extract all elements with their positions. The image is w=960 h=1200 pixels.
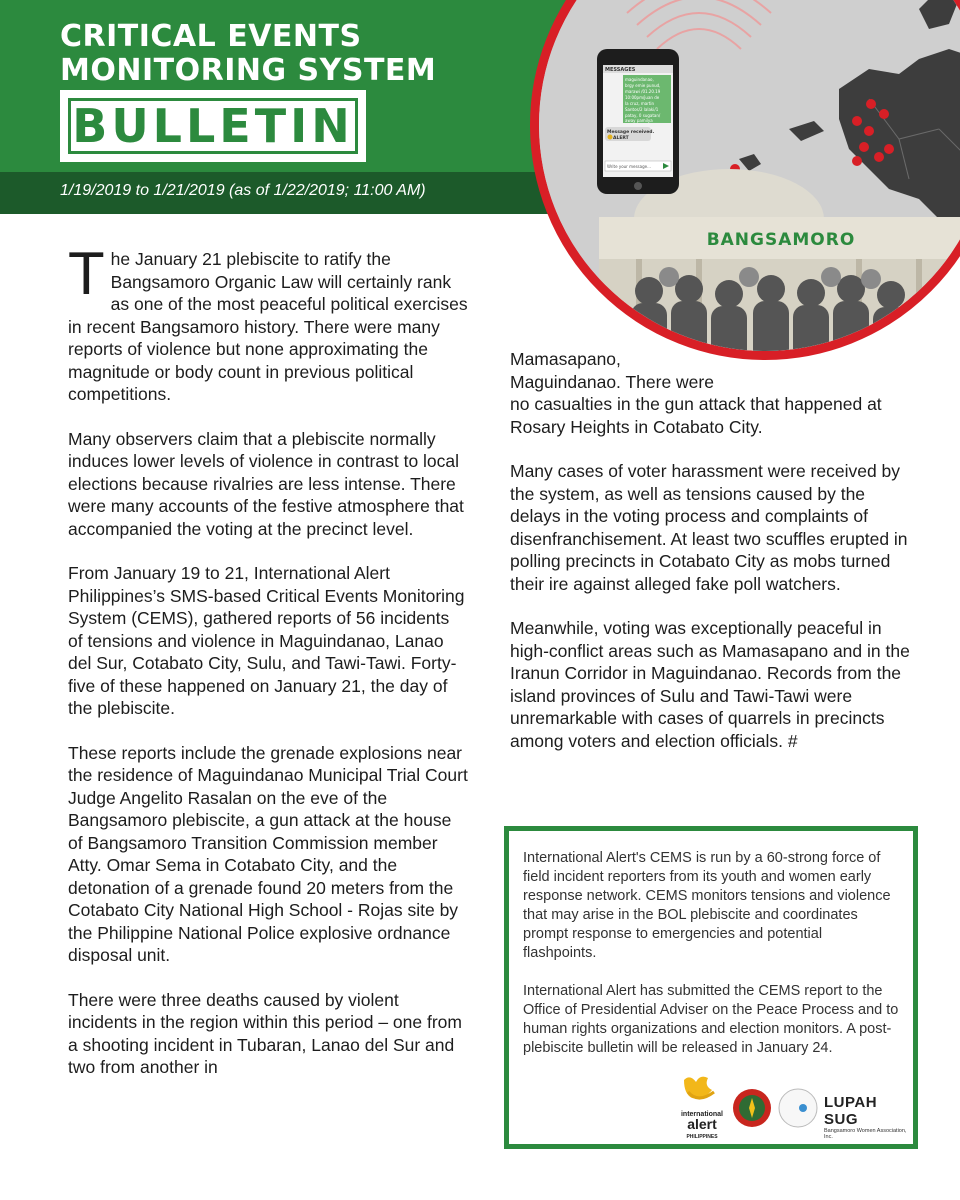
article-paragraph-2: Many observers claim that a plebiscite normally induces lower levels of violence in contrast to local elections because rivalries are less intense. There were many accounts of the festive atmosphere that accompanied the voting at the precinct level.: [68, 428, 464, 539]
svg-text:Write your message...: Write your message...: [607, 164, 651, 169]
seal-icon: [732, 1088, 772, 1128]
svg-text:international: international: [680, 1111, 724, 1118]
international-alert-icon: [678, 1072, 726, 1142]
drop-cap: T: [68, 240, 105, 307]
phone-icon: [597, 49, 679, 194]
partner-seal-logo: [732, 1088, 772, 1128]
partner-logos: [678, 1072, 908, 1142]
crescent-seal-icon: [778, 1088, 818, 1128]
bulletin-title: BULLETIN: [68, 98, 358, 154]
international-alert-logo: [678, 1072, 726, 1142]
article-paragraph-3: From January 19 to 21, International Alert Philippines’s SMS-based Critical Events Monitoring System (CEMS), gathered reports of 56 incidents of tensions and violence in Maguindanao, Lanao del Sur, Cotabato City, Sulu, and Tawi-Tawi. Forty-five of these happened on January 21, the day of the plebiscite.: [68, 563, 465, 718]
bangsamoro-illustration: [530, 0, 960, 360]
title-line-2: MONITORING SYSTEM: [60, 53, 437, 88]
svg-text:Message received.: Message received.: [607, 130, 655, 135]
svg-text:brgy emie punud,: brgy emie punud,: [625, 83, 661, 88]
bulletin-badge: [60, 90, 366, 162]
svg-text:away pamilya: away pamilya: [625, 118, 653, 123]
bangsamoro-label: BANGSAMORO: [706, 230, 856, 250]
svg-text:Santos/2 lalaki/1: Santos/2 lalaki/1: [625, 107, 659, 112]
article-paragraph-4: These reports include the grenade explosions near the residence of Maguindanao Municipal Trial Court Judge Angelito Rasalan on the eve of the Bangsamoro plebiscite, a gun attack at the house of Bangsamoro Transition Commission member Atty. Omar Sema in Cotabato City, and the detonation of a grenade found 20 meters from the Cotabato City National High School - Rojas site by the Philippine National Police explosive ordnance disposal unit.: [68, 742, 468, 965]
svg-text:la cruz, martin: la cruz, martin: [625, 101, 655, 106]
article-paragraph-6: Many cases of voter harassment were received by the system, as well as tensions caused by the delays in the voting process and complaints of disenfranchisement. At least two scuffles erupted in polling precincts in Cotabato City as mobs turned their ire against alleged fake poll watchers.: [510, 461, 908, 594]
svg-text:PHILIPPINES: PHILIPPINES: [686, 1134, 718, 1140]
info-paragraph-1: International Alert's CEMS is run by a 60-strong force of field incident reporters from its youth and women early response network. CEMS monitors tensions and violence that may arise in the BOL plebiscite and coordinates prompt response to emergencies and potential flashpoints.: [523, 850, 891, 961]
article-paragraph-5-continued: Mamasapano, Maguindanao. There were no casualties in the gun attack that happened at Rosary Heights in Cotabato City.: [510, 349, 882, 437]
info-paragraph-2: International Alert has submitted the CEMS report to the Office of Presidential Adviser on the Peace Process and to human rights organizations and election monitors. A post-plebiscite bulletin will be released in January 24.: [523, 983, 899, 1056]
svg-text:MESSAGES: MESSAGES: [605, 67, 636, 73]
title-line-1: CRITICAL EVENTS: [60, 19, 362, 54]
lupah-sug-logo: LUPAH SUG Bangsamoro Women Association, Inc.: [824, 1094, 907, 1140]
svg-text:10:00pm/juan de: 10:00pm/juan de: [625, 95, 660, 100]
article-column-2: [510, 348, 910, 774]
article-paragraph-5: There were three deaths caused by violent incidents in the region within this period – one from a shooting incident in Tubaran, Lanao del Sur and two from another in: [68, 989, 462, 1077]
svg-text:patay, 0 sugatan/: patay, 0 sugatan/: [625, 113, 661, 118]
svg-text:marawi /01.20.19: marawi /01.20.19: [625, 89, 661, 94]
svg-text:ALERT: ALERT: [613, 136, 629, 141]
illustration-art: [539, 0, 960, 351]
women-association-logo: [778, 1088, 818, 1128]
article-column-1: [68, 240, 468, 1101]
article-paragraph-7: Meanwhile, voting was exceptionally peaceful in high-conflict areas such as Mamasapano and in the Iranun Corridor in Maguindanao. Records from the island provinces of Sulu and Tawi-Tawi were unremarkable with cases of quarrels in precincts among voters and election officials. #: [510, 618, 910, 751]
date-range: 1/19/2019 to 1/21/2019 (as of 1/22/2019; 11:00 AM): [60, 182, 426, 199]
article-paragraph-1: The January 21 plebiscite to ratify the Bangsamoro Organic Law will certainly rank as one of the most peaceful political exercises in recent Bangsamoro history. There were many reports of violence but none approximating the magnitude or body count in previous political competitions.: [68, 240, 468, 404]
svg-text:alert: alert: [687, 1116, 717, 1132]
svg-text:maguindanao,: maguindanao,: [625, 77, 654, 82]
